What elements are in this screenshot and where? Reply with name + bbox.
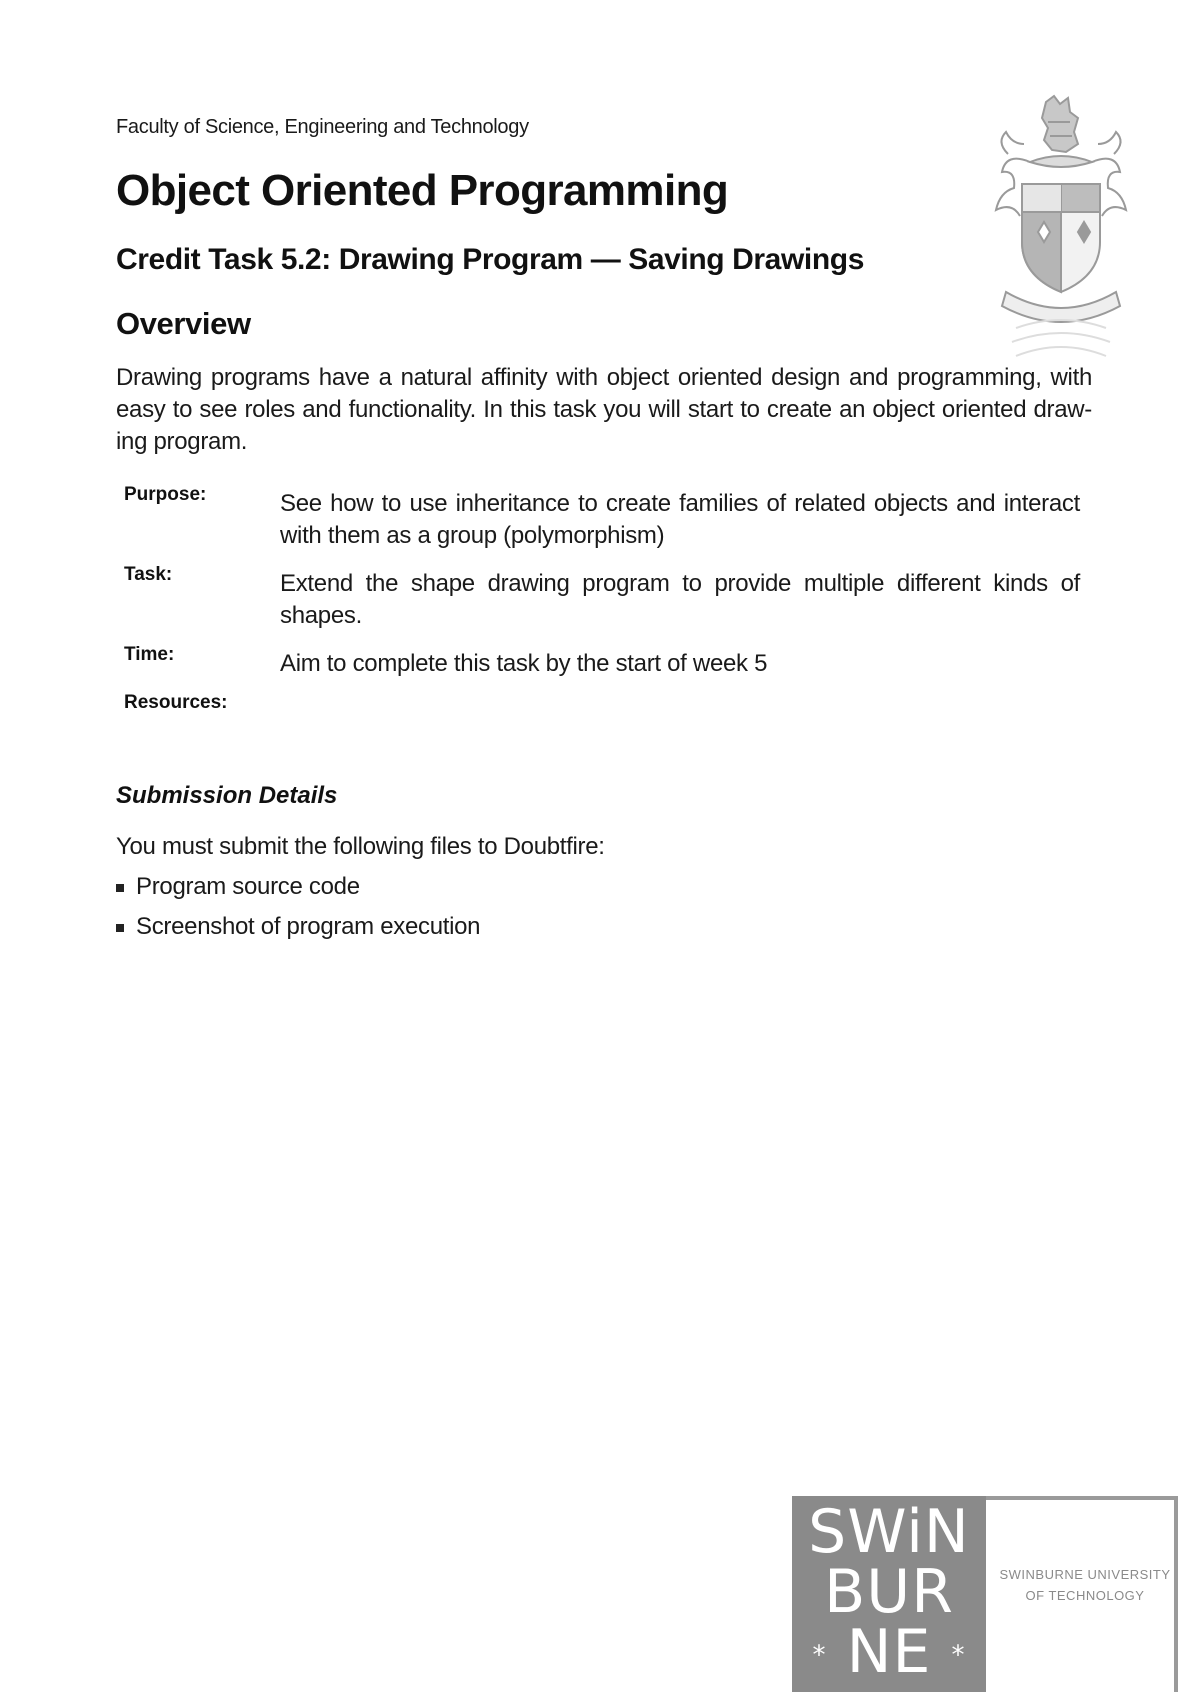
list-item	[116, 872, 480, 912]
logo-box	[792, 1496, 986, 1692]
logo-word-line3-row	[792, 1617, 986, 1687]
overview-text: Drawing programs have a natural affinity with object oriented design and programming, with easy to see roles and functionality. In this task you will start to create an object oriented draw-ing program.	[116, 364, 1092, 455]
course-title: Object Oriented Programming	[116, 166, 729, 215]
submission-file-list	[116, 872, 480, 952]
swinburne-logo	[792, 1496, 1178, 1692]
list-item	[116, 912, 480, 952]
list-item-text: Screenshot of program execution	[136, 913, 481, 940]
time-value: Aim to complete this task by the start of week 5	[280, 650, 768, 677]
list-item-text: Program source code	[136, 873, 360, 900]
purpose-label: Purpose:	[124, 484, 207, 505]
purpose-value: See how to use inheritance to create families of related objects and interact with them as a group (polymorphism)	[280, 490, 1080, 549]
logo-word-line1: SWiN	[808, 1497, 970, 1567]
task-value: Extend the shape drawing program to provide multiple different kinds of shapes.	[280, 570, 1080, 629]
resources-label: Resources:	[124, 692, 228, 713]
university-name-line1: SWINBURNE UNIVERSITY	[999, 1567, 1171, 1582]
overview-heading: Overview	[116, 306, 251, 341]
star-icon: *	[812, 1640, 827, 1671]
star-icon: *	[951, 1640, 966, 1671]
faculty-name: Faculty of Science, Engineering and Technology	[116, 116, 529, 138]
submission-heading: Submission Details	[116, 782, 338, 809]
square-bullet-icon	[116, 924, 124, 932]
logo-word-line2: BUR	[824, 1557, 954, 1627]
task-label: Task:	[124, 564, 173, 585]
logo-word-line3: NE	[846, 1617, 932, 1687]
time-label: Time:	[124, 644, 175, 665]
university-crest-icon	[986, 92, 1136, 362]
square-bullet-icon	[116, 884, 124, 892]
task-title: Credit Task 5.2: Drawing Program — Saving Drawings	[116, 243, 864, 276]
university-name-line2: OF TECHNOLOGY	[1025, 1588, 1145, 1603]
university-name	[992, 1564, 1178, 1606]
submission-intro: You must submit the following files to Doubtfire:	[116, 833, 605, 860]
